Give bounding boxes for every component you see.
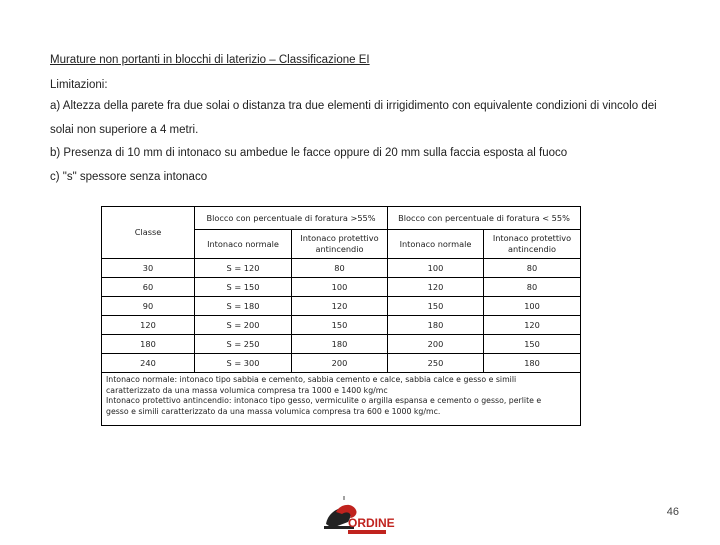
cell-classe: 240 [102,354,195,373]
cell-value: 80 [484,259,581,278]
page-title: Murature non portanti in blocchi di laterizio – Classificazione EI [50,54,370,66]
cell-value: 120 [292,297,388,316]
cell-value: 120 [388,278,484,297]
cell-value: 80 [484,278,581,297]
ordine-logo [318,494,395,540]
cell-value: 180 [388,316,484,335]
cell-value: S = 250 [195,335,292,354]
page-number: 46 [666,506,679,518]
subheader-fire-b: Intonaco protettivo antincendio [484,230,581,259]
cell-classe: 180 [102,335,195,354]
limitation-c: c) "s" spessore senza intonaco [50,171,208,183]
limitation-a-line-2: solai non superiore a 4 metri. [50,124,199,136]
header-group-over-55: Blocco con percentuale di foratura >55% [195,207,388,230]
cell-value: 80 [292,259,388,278]
cell-value: 150 [388,297,484,316]
table-row [102,316,581,335]
table-row [102,335,581,354]
limitation-a-line-1: a) Altezza della parete fra due solai o distanza tra due elementi di irrigidimento con equivalente condizioni di vincolo dei [50,100,657,112]
cell-value: S = 180 [195,297,292,316]
cell-value: 100 [388,259,484,278]
table-row [102,259,581,278]
cell-classe: 90 [102,297,195,316]
cell-value: 150 [484,335,581,354]
cell-value: 100 [292,278,388,297]
cell-value: 180 [292,335,388,354]
cell-value: 250 [388,354,484,373]
header-classe: Classe [102,207,195,259]
subheader-fire-a: Intonaco protettivo antincendio [292,230,388,259]
cell-value: S = 120 [195,259,292,278]
cell-classe: 120 [102,316,195,335]
ordine-logo-graphic [318,494,395,540]
table-row [102,297,581,316]
note-line: gesso e simili caratterizzato da una massa volumica compresa tra 600 e 1000 kg/mc. [106,406,441,416]
classification-table [101,206,581,426]
note-line: Intonaco protettivo antincendio: intonaco tipo gesso, vermiculite o argilla espansa e cemento o gesso, perlite e [106,396,542,406]
table-notes [102,373,581,426]
header-group-under-55: Blocco con percentuale di foratura < 55% [388,207,581,230]
note-line: Intonaco normale: intonaco tipo sabbia e cemento, sabbia cemento e calce, sabbia calce e gesso e simili [106,375,517,384]
logo-text: ORDINE [348,516,395,530]
subheader-normal-a: Intonaco normale [195,230,292,259]
note-line: caratterizzato da una massa volumica compresa tra 1000 e 1400 kg/mc [106,385,388,395]
cell-value: S = 200 [195,316,292,335]
cell-value: 150 [292,316,388,335]
cell-value: S = 150 [195,278,292,297]
cell-classe: 60 [102,278,195,297]
cell-value: 100 [484,297,581,316]
cell-value: 200 [388,335,484,354]
limitations-label: Limitazioni: [50,79,108,91]
table-row [102,354,581,373]
cell-value: S = 300 [195,354,292,373]
cell-value: 180 [484,354,581,373]
limitation-b: b) Presenza di 10 mm di intonaco su ambedue le facce oppure di 20 mm sulla faccia esposta al fuoco [50,147,568,159]
cell-classe: 30 [102,259,195,278]
subheader-normal-b: Intonaco normale [388,230,484,259]
cell-value: 120 [484,316,581,335]
table-row [102,278,581,297]
cell-value: 200 [292,354,388,373]
